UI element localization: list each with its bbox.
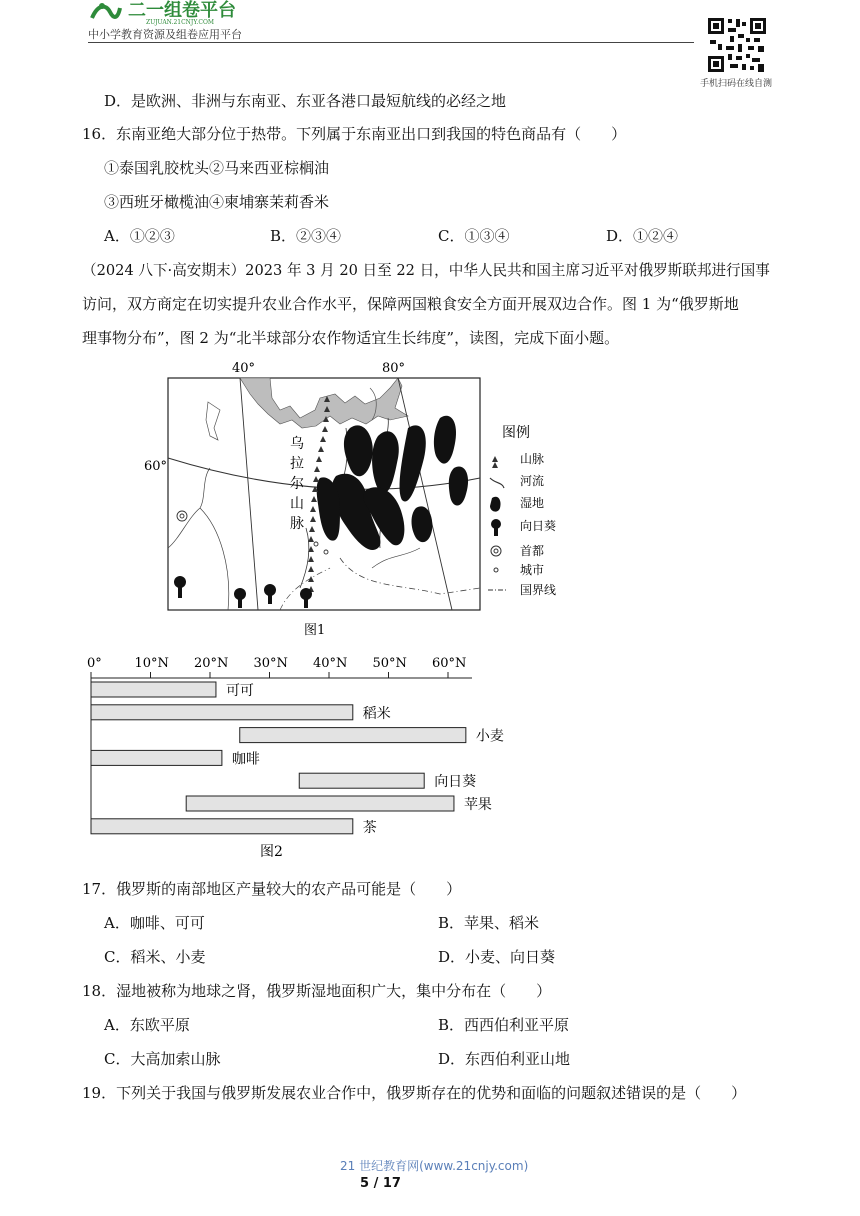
x-tick-label: 50°N (372, 656, 407, 671)
q17-option-a[interactable]: A．咖啡、可可 (104, 914, 205, 932)
bar-5 (186, 796, 454, 811)
site-logo (88, 0, 268, 26)
legend-wetland: 湿地 (520, 496, 545, 510)
legend-city: 城市 (520, 563, 545, 577)
x-tick-label: 20°N (194, 656, 229, 671)
q19-stem: 19．下列关于我国与俄罗斯发展农业合作中，俄罗斯存在的优势和面临的问题叙述错误的是（ ） (82, 1084, 747, 1102)
footer-link[interactable]: 21 世纪教育网(www.21cnjy.com) (340, 1159, 529, 1173)
legend-sunflower: 向日葵 (520, 519, 557, 533)
q18-stem: 18．湿地被称为地球之肾，俄罗斯湿地面积广大，集中分布在（ ） (82, 982, 552, 1000)
figure1-map (140, 358, 580, 643)
bar-label-1: 稻米 (362, 705, 391, 722)
q15-option-d: D．是欧洲、非洲与东南亚、东亚各港口最短航线的必经之地 (104, 92, 507, 110)
q16-stem: 16．东南亚绝大部分位于热带。下列属于东南亚出口到我国的特色商品有（ ） (82, 125, 627, 143)
bar-1 (91, 705, 353, 720)
legend-border: 国界线 (520, 583, 557, 597)
chart-bars (91, 682, 504, 836)
bar-6 (91, 819, 353, 834)
figure2-chart (80, 652, 520, 864)
bar-label-2: 小麦 (475, 728, 504, 745)
logo-url: ZUJUAN.21CNJY.COM (146, 19, 215, 26)
header-rule (88, 42, 694, 43)
page-number: 5 / 17 (360, 1176, 401, 1191)
q16-option-a[interactable]: A．①②③ (104, 227, 175, 245)
header-subtitle: 中小学教育资源及组卷应用平台 (88, 28, 242, 41)
ural-label-4: 山 (290, 496, 304, 512)
q17-option-c[interactable]: C．稻米、小麦 (104, 948, 206, 966)
qr-code[interactable] (706, 16, 768, 74)
x-tick-label: 10°N (134, 656, 169, 671)
q17-option-b[interactable]: B．苹果、稻米 (438, 914, 540, 932)
bar-2 (240, 728, 466, 743)
bar-label-0: 可可 (225, 683, 254, 699)
legend-mountain: 山脉 (520, 452, 545, 466)
figure2-caption: 图2 (260, 844, 283, 860)
legend-capital: 首都 (520, 544, 545, 558)
bar-label-5: 苹果 (463, 797, 492, 813)
ural-label-1: 乌 (290, 436, 304, 452)
map-legend (488, 425, 556, 597)
x-tick-label: 40°N (313, 656, 348, 671)
lat-label-60: 60° (144, 459, 168, 474)
intro-line-2: 访问，双方商定在切实提升农业合作水平，保障两国粮食安全方面开展双边合作。图 1 为“俄罗斯地 (82, 295, 739, 313)
q18-option-c[interactable]: C．大高加索山脉 (104, 1050, 221, 1068)
q17-stem: 17．俄罗斯的南部地区产量较大的农产品可能是（ ） (82, 880, 462, 898)
legend-title: 图例 (502, 425, 530, 441)
q16-items-row2: ③西班牙橄榄油④柬埔寨茉莉香米 (104, 193, 330, 211)
q18-option-a[interactable]: A．东欧平原 (104, 1016, 190, 1034)
lon-label-80: 80° (382, 361, 406, 376)
q16-items-row1: ①泰国乳胶枕头②马来西亚棕榈油 (104, 159, 330, 177)
qr-caption: 手机扫码在线自测 (700, 79, 773, 89)
bar-label-3: 咖啡 (231, 751, 260, 768)
bar-label-4: 向日葵 (434, 774, 477, 791)
ural-label-3: 尔 (290, 476, 304, 492)
q16-option-b[interactable]: B．②③④ (270, 227, 342, 245)
q16-option-c[interactable]: C．①③④ (438, 227, 510, 245)
bar-label-6: 茶 (362, 819, 377, 836)
ural-label-2: 拉 (290, 456, 304, 472)
ural-label-5: 脉 (290, 516, 304, 532)
q18-option-b[interactable]: B．西西伯利亚平原 (438, 1016, 570, 1034)
logo-text: 二一组卷平台 (128, 0, 236, 21)
bar-4 (299, 773, 424, 788)
bar-0 (91, 682, 216, 697)
chart-x-ticks (87, 656, 466, 678)
q17-option-d[interactable]: D．小麦、向日葵 (438, 948, 556, 966)
bar-3 (91, 750, 222, 765)
intro-line-3: 理事物分布”，图 2 为“北半球部分农作物适宜生长纬度”，读图，完成下面小题。 (82, 329, 620, 347)
q16-option-d[interactable]: D．①②④ (606, 227, 679, 245)
x-tick-label: 0° (87, 656, 102, 671)
legend-river: 河流 (520, 474, 545, 488)
intro-line-1: （2024 八下·高安期末）2023 年 3 月 20 日至 22 日，中华人民共和国主席习近平对俄罗斯联邦进行国事 (82, 262, 770, 279)
q18-option-d[interactable]: D．东西伯利亚山地 (438, 1050, 571, 1068)
lon-label-40: 40° (232, 361, 256, 376)
x-tick-label: 30°N (253, 656, 288, 671)
figure1-caption: 图1 (304, 623, 326, 638)
x-tick-label: 60°N (432, 656, 467, 671)
